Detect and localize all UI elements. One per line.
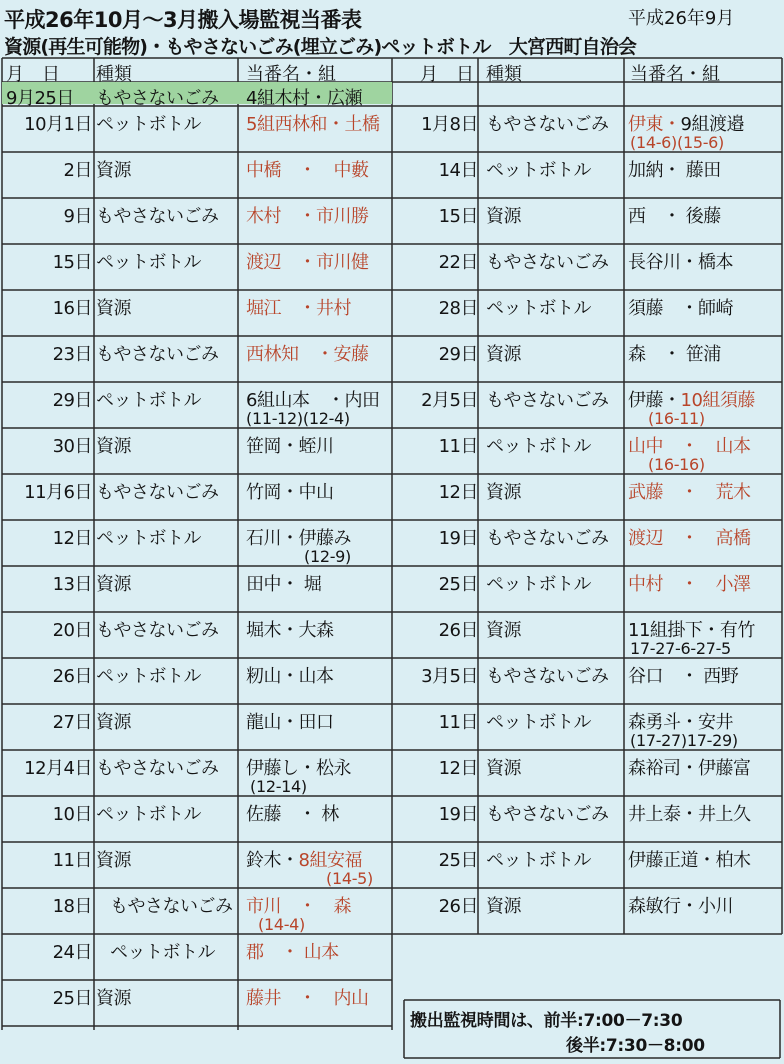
left-duty: 市川 ・ 森 — [246, 896, 351, 917]
table-row — [0, 294, 784, 340]
left-date: 20日 — [52, 620, 92, 641]
right-duty: 武藤 ・ 荒木 — [628, 482, 751, 503]
left-duty: 木村 ・市川勝 — [246, 206, 369, 227]
table-row — [0, 478, 784, 524]
left-duty: 6組山本 ・内田 — [246, 390, 380, 411]
document-date: 平成26年9月 — [628, 8, 735, 29]
left-type: ペットボトル — [96, 390, 201, 411]
table-row — [0, 662, 784, 708]
right-duty: 伊藤正道・柏木 — [628, 850, 751, 871]
document-title: 平成26年10月～3月搬入場監視当番表 — [4, 8, 362, 32]
left-date: 11月6日 — [24, 482, 92, 503]
right-duty: 伊藤・10組須藤 — [628, 390, 755, 411]
right-duty: 森裕司・伊藤富 — [628, 758, 751, 779]
left-duty: 藤井 ・ 内山 — [246, 988, 369, 1009]
row-date: 9月25日 — [6, 88, 74, 109]
right-date: 1月8日 — [421, 114, 478, 135]
left-type: ペットボトル — [96, 252, 201, 273]
left-date: 26日 — [52, 666, 92, 687]
header-type-left: 種類 — [96, 64, 132, 85]
right-date: 26日 — [438, 620, 478, 641]
left-duty: 郡 ・ 山本 — [246, 942, 339, 963]
table-row — [0, 616, 784, 662]
left-type: 資源 — [96, 298, 131, 319]
right-date: 11日 — [438, 712, 478, 733]
right-type: もやさないごみ — [486, 114, 609, 135]
left-type: もやさないごみ — [110, 896, 233, 917]
left-duty: 鈴木・8組安福 — [246, 850, 362, 871]
left-type: もやさないごみ — [96, 758, 219, 779]
right-duty: 中村 ・ 小澤 — [628, 574, 751, 595]
right-type: ペットボトル — [486, 298, 591, 319]
right-date: 3月5日 — [421, 666, 478, 687]
left-type: ペットボトル — [96, 804, 201, 825]
left-type: 資源 — [96, 850, 131, 871]
right-date: 25日 — [438, 574, 478, 595]
table-row — [0, 84, 784, 108]
right-duty: 西 ・ 後藤 — [628, 206, 721, 227]
left-duty: 伊藤し・松永 — [246, 758, 351, 779]
table-row — [0, 846, 784, 892]
right-group-note: (17-27)17-29) — [630, 731, 738, 750]
left-date: 24日 — [52, 942, 92, 963]
right-type: ペットボトル — [486, 160, 591, 181]
right-group-note: (16-11) — [648, 409, 705, 428]
left-group-note: (14-5) — [326, 869, 373, 888]
row-type: もやさないごみ — [96, 88, 219, 109]
right-date: 14日 — [438, 160, 478, 181]
left-date: 12月4日 — [24, 758, 92, 779]
right-duty: 谷口 ・ 西野 — [628, 666, 739, 687]
right-type: もやさないごみ — [486, 528, 609, 549]
table-row — [0, 156, 784, 202]
left-duty: 竹岡・中山 — [246, 482, 334, 503]
left-duty: 5組西林和・土橋 — [246, 114, 380, 135]
left-type: 資源 — [96, 436, 131, 457]
right-date: 25日 — [438, 850, 478, 871]
monitoring-time-note: 搬出監視時間は、前半:7:00－7:30 — [410, 1011, 683, 1031]
right-duty: 森敏行・小川 — [628, 896, 733, 917]
header-duty-right: 当番名・組 — [630, 64, 720, 85]
right-duty: 加納・ 藤田 — [628, 160, 721, 181]
table-row — [0, 386, 784, 432]
header-date-right: 月 日 — [420, 64, 474, 85]
table-row — [0, 708, 784, 754]
right-type: 資源 — [486, 206, 521, 227]
right-duty: 井上泰・井上久 — [628, 804, 751, 825]
right-type: もやさないごみ — [486, 804, 609, 825]
left-duty: 籾山・山本 — [246, 666, 334, 687]
right-duty: 山中 ・ 山本 — [628, 436, 751, 457]
left-group-note: (11-12)(12-4) — [246, 409, 350, 428]
table-row — [0, 524, 784, 570]
left-duty: 佐藤 ・ 林 — [246, 804, 339, 825]
right-date: 2月5日 — [421, 390, 478, 411]
left-date: 12日 — [52, 528, 92, 549]
table-row — [0, 892, 784, 938]
left-date: 11日 — [52, 850, 92, 871]
right-duty: 森 ・ 笹浦 — [628, 344, 721, 365]
table-row — [0, 800, 784, 846]
left-type: もやさないごみ — [96, 206, 219, 227]
left-group-note: (14-4) — [258, 915, 305, 934]
left-type: 資源 — [96, 712, 131, 733]
right-date: 22日 — [438, 252, 478, 273]
right-date: 12日 — [438, 482, 478, 503]
left-date: 25日 — [52, 988, 92, 1009]
right-group-note: (14-6)(15-6) — [630, 133, 724, 152]
left-group-note: (12-14) — [250, 777, 307, 796]
right-date: 15日 — [438, 206, 478, 227]
right-duty: 長谷川・橋本 — [628, 252, 733, 273]
row-duty: 4組木村・広瀬 — [246, 88, 362, 109]
right-group-note: 17-27-6-27-5 — [630, 639, 731, 658]
left-date: 10日 — [52, 804, 92, 825]
left-type: もやさないごみ — [96, 344, 219, 365]
right-duty: 伊東・9組渡邉 — [628, 114, 744, 135]
left-type: ペットボトル — [96, 114, 201, 135]
right-type: 資源 — [486, 896, 521, 917]
table-row — [0, 110, 784, 156]
left-date: 23日 — [52, 344, 92, 365]
right-date: 19日 — [438, 804, 478, 825]
right-date: 26日 — [438, 896, 478, 917]
left-type: もやさないごみ — [96, 482, 219, 503]
table-row — [0, 202, 784, 248]
left-type: もやさないごみ — [96, 620, 219, 641]
header-duty-left: 当番名・組 — [246, 64, 336, 85]
right-type: ペットボトル — [486, 712, 591, 733]
table-row — [0, 754, 784, 800]
table-row — [0, 432, 784, 478]
header-date-left: 月 日 — [6, 64, 60, 85]
left-date: 10月1日 — [24, 114, 92, 135]
right-duty: 渡辺 ・ 高橋 — [628, 528, 751, 549]
right-date: 29日 — [438, 344, 478, 365]
left-duty: 田中・ 堀 — [246, 574, 322, 595]
left-date: 30日 — [52, 436, 92, 457]
left-type: ペットボトル — [96, 528, 201, 549]
monitoring-time-note-second-half: 後半:7:30－8:00 — [566, 1036, 705, 1056]
table-row — [0, 570, 784, 616]
left-duty: 石川・伊藤み — [246, 528, 351, 549]
document-subtitle: 資源(再生可能物)・もやさないごみ(埋立ごみ)ペットボトル 大宮西町自治会 — [4, 36, 637, 58]
left-duty: 渡辺 ・市川健 — [246, 252, 369, 273]
left-date: 15日 — [52, 252, 92, 273]
right-type: もやさないごみ — [486, 390, 609, 411]
header-type-right: 種類 — [486, 64, 522, 85]
left-date: 9日 — [63, 206, 92, 227]
right-date: 12日 — [438, 758, 478, 779]
right-type: もやさないごみ — [486, 666, 609, 687]
right-type: 資源 — [486, 344, 521, 365]
table-row — [0, 248, 784, 294]
right-duty: 森勇斗・安井 — [628, 712, 733, 733]
right-duty: 須藤 ・師崎 — [628, 298, 733, 319]
right-duty: 11組掛下・有竹 — [628, 620, 755, 641]
right-type: 資源 — [486, 758, 521, 779]
left-duty: 西林知 ・安藤 — [246, 344, 369, 365]
table-row — [0, 340, 784, 386]
right-type: ペットボトル — [486, 850, 591, 871]
right-date: 11日 — [438, 436, 478, 457]
left-duty: 笹岡・蛭川 — [246, 436, 334, 457]
left-duty: 堀江 ・井村 — [246, 298, 351, 319]
table-row — [0, 938, 784, 984]
left-group-note: (12-9) — [304, 547, 351, 566]
left-date: 2日 — [63, 160, 92, 181]
left-duty: 中橋 ・ 中藪 — [246, 160, 369, 181]
left-duty: 堀木・大森 — [246, 620, 334, 641]
right-type: ペットボトル — [486, 436, 591, 457]
right-type: 資源 — [486, 482, 521, 503]
left-date: 18日 — [52, 896, 92, 917]
left-type: ペットボトル — [110, 942, 215, 963]
left-date: 13日 — [52, 574, 92, 595]
left-date: 29日 — [52, 390, 92, 411]
right-date: 19日 — [438, 528, 478, 549]
right-type: 資源 — [486, 620, 521, 641]
left-type: ペットボトル — [96, 666, 201, 687]
left-type: 資源 — [96, 574, 131, 595]
left-date: 27日 — [52, 712, 92, 733]
right-type: もやさないごみ — [486, 252, 609, 273]
left-date: 16日 — [52, 298, 92, 319]
left-type: 資源 — [96, 988, 131, 1009]
right-group-note: (16-16) — [648, 455, 705, 474]
right-date: 28日 — [438, 298, 478, 319]
left-duty: 龍山・田口 — [246, 712, 334, 733]
left-type: 資源 — [96, 160, 131, 181]
right-type: ペットボトル — [486, 574, 591, 595]
